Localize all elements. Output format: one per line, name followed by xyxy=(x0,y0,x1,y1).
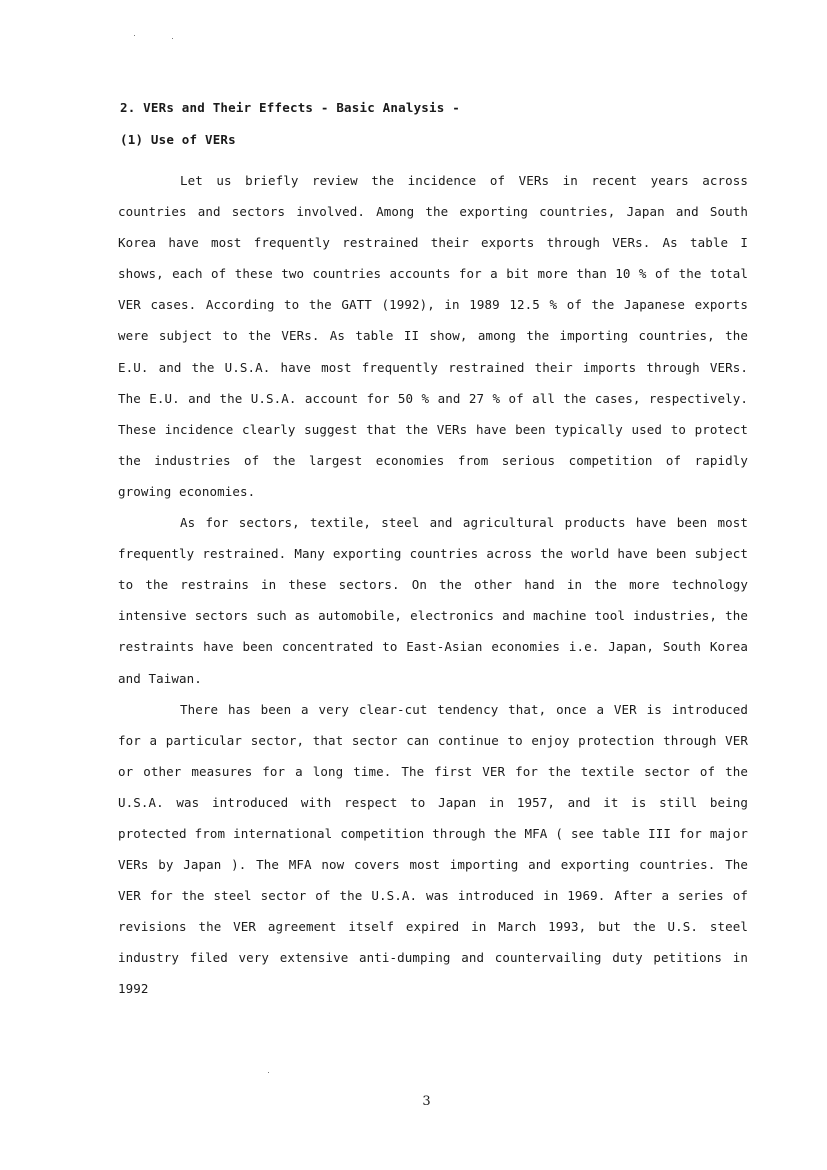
subsection-heading: (1) Use of VERs xyxy=(120,132,236,147)
scan-speck xyxy=(134,35,135,36)
section-heading: 2. VERs and Their Effects - Basic Analysis - xyxy=(120,100,460,115)
body-text xyxy=(118,165,748,1005)
paragraph-2: As for sectors, textile, steel and agricultural products have been most frequently restrained. Many exporting countries across the world have been subject to the restrains in these sectors. On the other hand in the more technology intensive sectors such as automobile, electronics and machine tool industries, the restraints have been concentrated to East-Asian economies i.e. Japan, South Korea and Taiwan. xyxy=(118,515,748,686)
scan-speck xyxy=(268,1072,269,1073)
paragraph-3: There has been a very clear-cut tendency that, once a VER is introduced for a particular sector, that sector can continue to enjoy protection through VER or other measures for a long time. The first VER for the textile sector of the U.S.A. was introduced with respect to Japan in 1957, and it is still being protected from international competition through the MFA ( see table III for major VERs by Japan ). The MFA now covers most importing and exporting countries. The VER for the steel sector of the U.S.A. was introduced in 1969. After a series of revisions the VER agreement itself expired in March 1993, but the U.S. steel industry filed very extensive anti-dumping and countervailing duty petitions in 1992 xyxy=(118,701,748,997)
paragraph-1: Let us briefly review the incidence of VERs in recent years across countries and sectors involved. Among the exporting countries, Japan and South Korea have most frequently restrained their exports through VERs. As table I shows, each of these two countries accounts for a bit more than 10 % of the total VER cases. According to the GATT (1992), in 1989 12.5 % of the Japanese exports were subject to the VERs. As table II show, among the importing countries, the E.U. and the U.S.A. have most frequently restrained their imports through VERs. The E.U. and the U.S.A. account for 50 % and 27 % of all the cases, respectively. These incidence clearly suggest that the VERs have been typically used to protect the industries of the largest economies from serious competition of rapidly growing economies. xyxy=(118,173,748,499)
scan-speck xyxy=(172,38,173,39)
page-number: 3 xyxy=(422,1094,431,1109)
